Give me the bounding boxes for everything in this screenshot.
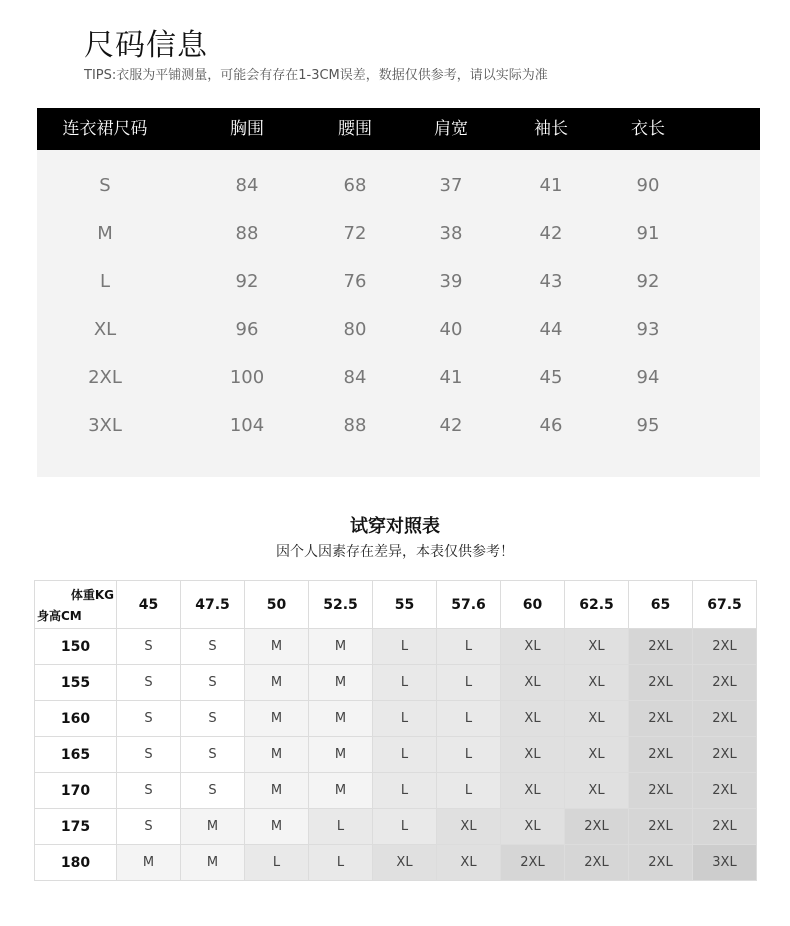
recommended-size-cell: L bbox=[309, 845, 373, 881]
measurement-tips: TIPS:衣服为平铺测量，可能会有存在1-3CM误差，数据仅供参考，请以实际为准 bbox=[84, 68, 548, 83]
recommended-size-cell: L bbox=[437, 629, 501, 665]
size-cell: 3XL bbox=[88, 415, 122, 436]
size-row bbox=[37, 402, 760, 450]
recommended-size-cell: L bbox=[373, 701, 437, 737]
size-header-cell: 胸围 bbox=[230, 119, 264, 139]
size-cell: 76 bbox=[343, 271, 367, 292]
recommended-size-cell: 2XL bbox=[565, 809, 629, 845]
size-cell: 42 bbox=[539, 223, 563, 244]
recommended-size-cell: 2XL bbox=[629, 665, 693, 701]
recommended-size-cell: 2XL bbox=[565, 845, 629, 881]
weight-header-cell: 55 bbox=[373, 581, 437, 629]
recommended-size-cell: L bbox=[373, 629, 437, 665]
weight-header-cell: 62.5 bbox=[565, 581, 629, 629]
recommended-size-cell: 2XL bbox=[629, 737, 693, 773]
recommended-size-cell: L bbox=[245, 845, 309, 881]
weight-header-row bbox=[35, 581, 757, 629]
height-header-cell: 165 bbox=[35, 737, 117, 773]
size-cell: 92 bbox=[636, 271, 660, 292]
size-cell: 95 bbox=[636, 415, 660, 436]
weight-header-cell: 52.5 bbox=[309, 581, 373, 629]
recommended-size-cell: S bbox=[181, 773, 245, 809]
weight-header-cell: 47.5 bbox=[181, 581, 245, 629]
recommended-size-cell: XL bbox=[373, 845, 437, 881]
weight-header-cell: 60 bbox=[501, 581, 565, 629]
height-row bbox=[35, 665, 757, 701]
recommended-size-cell: S bbox=[117, 665, 181, 701]
recommended-size-cell: M bbox=[181, 809, 245, 845]
corner-header-cell bbox=[35, 581, 117, 629]
size-cell: S bbox=[99, 175, 111, 196]
recommended-size-cell: M bbox=[245, 629, 309, 665]
recommended-size-cell: S bbox=[117, 701, 181, 737]
recommended-size-cell: S bbox=[181, 629, 245, 665]
size-cell: 90 bbox=[636, 175, 660, 196]
size-cell: L bbox=[99, 271, 111, 292]
recommended-size-cell: S bbox=[181, 737, 245, 773]
recommended-size-cell: XL bbox=[501, 737, 565, 773]
size-cell: 41 bbox=[439, 367, 463, 388]
recommended-size-cell: L bbox=[373, 665, 437, 701]
recommended-size-cell: XL bbox=[565, 629, 629, 665]
size-row bbox=[37, 306, 760, 354]
recommended-size-cell: 2XL bbox=[693, 737, 757, 773]
height-row bbox=[35, 629, 757, 665]
compare-subtitle: 因个人因素存在差异，本表仅供参考！ bbox=[276, 544, 514, 560]
recommended-size-cell: XL bbox=[501, 773, 565, 809]
recommended-size-cell: M bbox=[309, 665, 373, 701]
size-header-cell: 腰围 bbox=[338, 119, 372, 139]
recommended-size-cell: S bbox=[181, 665, 245, 701]
recommended-size-cell: M bbox=[245, 773, 309, 809]
size-header-cell: 连衣裙尺码 bbox=[62, 119, 148, 139]
weight-header-cell: 65 bbox=[629, 581, 693, 629]
recommended-size-cell: M bbox=[245, 701, 309, 737]
size-cell: 93 bbox=[636, 319, 660, 340]
size-cell: 68 bbox=[343, 175, 367, 196]
height-axis-label: 身高CM bbox=[37, 609, 82, 623]
recommended-size-cell: L bbox=[373, 773, 437, 809]
size-cell: 72 bbox=[343, 223, 367, 244]
size-cell: 100 bbox=[229, 367, 265, 388]
recommended-size-cell: 2XL bbox=[629, 773, 693, 809]
page-title: 尺码信息 bbox=[84, 28, 208, 63]
size-cell: 80 bbox=[343, 319, 367, 340]
height-header-cell: 180 bbox=[35, 845, 117, 881]
recommended-size-cell: M bbox=[309, 629, 373, 665]
recommended-size-cell: 2XL bbox=[693, 701, 757, 737]
recommended-size-cell: XL bbox=[565, 773, 629, 809]
size-cell: 40 bbox=[439, 319, 463, 340]
recommended-size-cell: 2XL bbox=[693, 773, 757, 809]
size-row bbox=[37, 210, 760, 258]
height-row bbox=[35, 845, 757, 881]
recommended-size-cell: S bbox=[117, 629, 181, 665]
weight-header-cell: 57.6 bbox=[437, 581, 501, 629]
recommended-size-cell: S bbox=[117, 737, 181, 773]
size-cell: 2XL bbox=[88, 367, 122, 388]
weight-header-cell: 50 bbox=[245, 581, 309, 629]
compare-title: 试穿对照表 bbox=[350, 516, 440, 537]
weight-header-cell: 45 bbox=[117, 581, 181, 629]
height-row bbox=[35, 701, 757, 737]
recommended-size-cell: 2XL bbox=[693, 629, 757, 665]
height-header-cell: 155 bbox=[35, 665, 117, 701]
size-cell: 43 bbox=[539, 271, 563, 292]
size-cell: 84 bbox=[343, 367, 367, 388]
recommended-size-cell: L bbox=[437, 737, 501, 773]
recommended-size-cell: 2XL bbox=[693, 809, 757, 845]
recommended-size-cell: XL bbox=[437, 845, 501, 881]
recommended-size-cell: M bbox=[181, 845, 245, 881]
size-cell: 94 bbox=[636, 367, 660, 388]
size-cell: 92 bbox=[235, 271, 259, 292]
recommended-size-cell: 2XL bbox=[629, 629, 693, 665]
recommended-size-cell: S bbox=[181, 701, 245, 737]
size-cell: 46 bbox=[539, 415, 563, 436]
height-header-cell: 160 bbox=[35, 701, 117, 737]
recommended-size-cell: S bbox=[117, 809, 181, 845]
recommended-size-cell: XL bbox=[501, 701, 565, 737]
size-table-header bbox=[37, 108, 760, 150]
recommended-size-cell: L bbox=[373, 809, 437, 845]
recommended-size-cell: M bbox=[117, 845, 181, 881]
size-cell: 88 bbox=[235, 223, 259, 244]
recommended-size-cell: M bbox=[309, 701, 373, 737]
height-header-cell: 175 bbox=[35, 809, 117, 845]
height-header-cell: 150 bbox=[35, 629, 117, 665]
size-table bbox=[37, 108, 760, 477]
height-row bbox=[35, 737, 757, 773]
recommended-size-cell: XL bbox=[501, 809, 565, 845]
size-cell: 38 bbox=[439, 223, 463, 244]
height-row bbox=[35, 773, 757, 809]
height-header-cell: 170 bbox=[35, 773, 117, 809]
size-cell: 96 bbox=[235, 319, 259, 340]
recommended-size-cell: L bbox=[309, 809, 373, 845]
size-cell: 39 bbox=[439, 271, 463, 292]
recommended-size-cell: M bbox=[245, 809, 309, 845]
size-cell: 84 bbox=[235, 175, 259, 196]
size-cell: 88 bbox=[343, 415, 367, 436]
recommended-size-cell: 2XL bbox=[629, 845, 693, 881]
size-cell: 37 bbox=[439, 175, 463, 196]
size-header-cell: 衣长 bbox=[631, 119, 665, 139]
recommended-size-cell: XL bbox=[565, 737, 629, 773]
size-cell: 91 bbox=[636, 223, 660, 244]
size-row bbox=[37, 258, 760, 306]
fit-comparison-table bbox=[34, 580, 757, 881]
size-row bbox=[37, 354, 760, 402]
recommended-size-cell: M bbox=[245, 665, 309, 701]
recommended-size-cell: L bbox=[373, 737, 437, 773]
weight-axis-label: 体重KG bbox=[70, 588, 114, 602]
size-cell: 41 bbox=[539, 175, 563, 196]
recommended-size-cell: M bbox=[309, 773, 373, 809]
size-cell: 44 bbox=[539, 319, 563, 340]
recommended-size-cell: M bbox=[309, 737, 373, 773]
recommended-size-cell: XL bbox=[501, 629, 565, 665]
recommended-size-cell: XL bbox=[565, 701, 629, 737]
size-cell: XL bbox=[93, 319, 117, 340]
size-header-cell: 肩宽 bbox=[434, 119, 468, 139]
recommended-size-cell: XL bbox=[437, 809, 501, 845]
recommended-size-cell: L bbox=[437, 665, 501, 701]
weight-header-cell: 67.5 bbox=[693, 581, 757, 629]
recommended-size-cell: 2XL bbox=[629, 809, 693, 845]
size-cell: 45 bbox=[539, 367, 563, 388]
size-header-cell: 袖长 bbox=[534, 119, 568, 139]
size-row bbox=[37, 162, 760, 210]
recommended-size-cell: XL bbox=[565, 665, 629, 701]
height-row bbox=[35, 809, 757, 845]
recommended-size-cell: 2XL bbox=[693, 665, 757, 701]
recommended-size-cell: L bbox=[437, 701, 501, 737]
size-cell: 104 bbox=[229, 415, 265, 436]
size-cell: 42 bbox=[439, 415, 463, 436]
recommended-size-cell: 3XL bbox=[693, 845, 757, 881]
size-cell: M bbox=[97, 223, 113, 244]
recommended-size-cell: M bbox=[245, 737, 309, 773]
recommended-size-cell: S bbox=[117, 773, 181, 809]
recommended-size-cell: 2XL bbox=[629, 701, 693, 737]
recommended-size-cell: L bbox=[437, 773, 501, 809]
recommended-size-cell: XL bbox=[501, 665, 565, 701]
recommended-size-cell: 2XL bbox=[501, 845, 565, 881]
